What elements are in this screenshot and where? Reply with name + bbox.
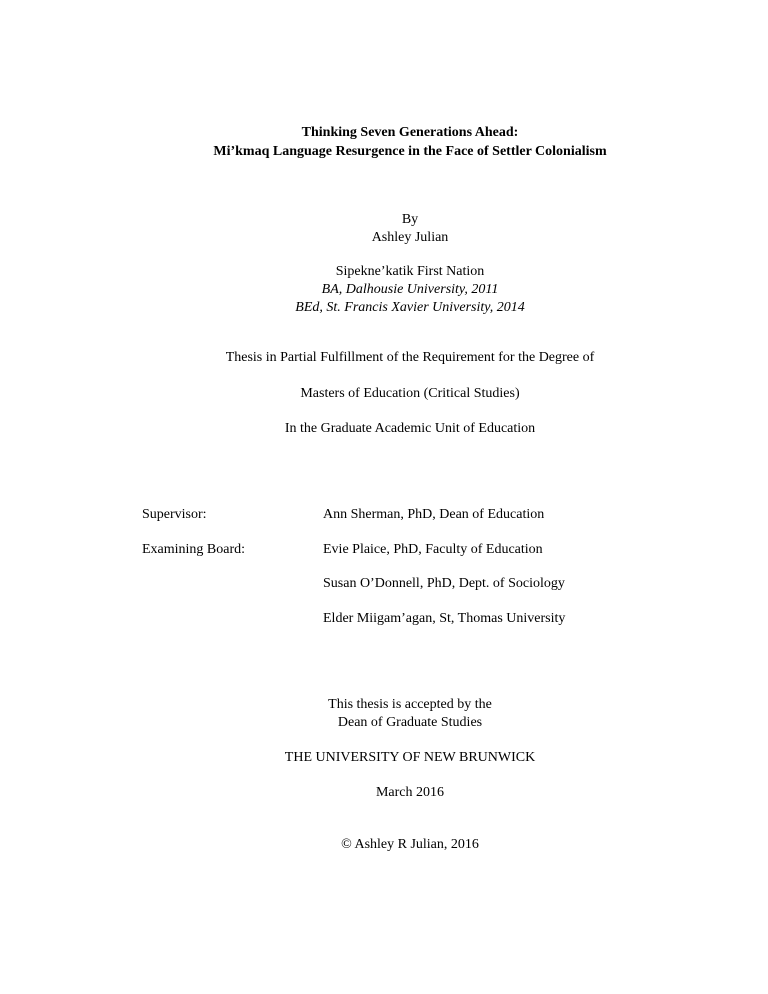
university-name: THE UNIVERSITY OF NEW BRUNWICK bbox=[284, 750, 536, 765]
submission-date: March 2016 bbox=[375, 785, 445, 800]
supervisor-label: Supervisor: bbox=[142, 507, 207, 522]
copyright-notice: © Ashley R Julian, 2016 bbox=[341, 837, 479, 852]
academic-unit: In the Graduate Academic Unit of Education bbox=[284, 421, 536, 436]
examining-board-member: Elder Miigam’agan, St, Thomas University bbox=[323, 611, 566, 626]
by-label: By bbox=[401, 212, 419, 227]
author-degree-ba: BA, Dalhousie University, 2011 bbox=[321, 282, 499, 297]
thesis-statement: Thesis in Partial Fulfillment of the Requirement for the Degree of bbox=[225, 350, 595, 365]
acceptance-line-2: Dean of Graduate Studies bbox=[337, 715, 483, 730]
thesis-title-line-2: Mi’kmaq Language Resurgence in the Face of Settler Colonialism bbox=[213, 144, 607, 159]
examining-board-member: Susan O’Donnell, PhD, Dept. of Sociology bbox=[323, 576, 565, 591]
examining-board-label: Examining Board: bbox=[142, 542, 246, 557]
supervisor-name: Ann Sherman, PhD, Dean of Education bbox=[323, 507, 545, 522]
examining-board-member: Evie Plaice, PhD, Faculty of Education bbox=[323, 542, 543, 557]
degree-name: Masters of Education (Critical Studies) bbox=[300, 386, 520, 401]
acceptance-line-1: This thesis is accepted by the bbox=[328, 697, 492, 712]
thesis-title-line-1: Thinking Seven Generations Ahead: bbox=[301, 125, 519, 140]
author-nation: Sipekne’katik First Nation bbox=[335, 264, 485, 279]
author-name: Ashley Julian bbox=[371, 230, 449, 245]
author-degree-bed: BEd, St. Francis Xavier University, 2014 bbox=[295, 300, 525, 315]
